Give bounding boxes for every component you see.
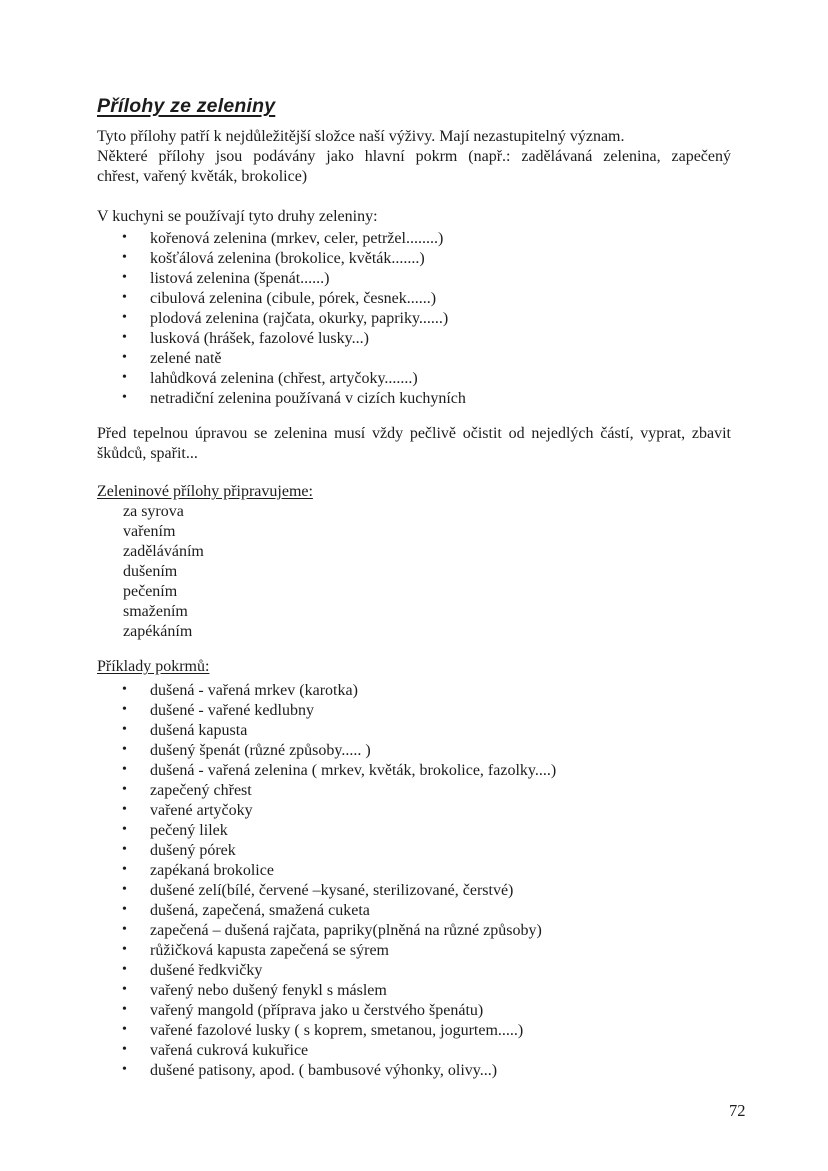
list-item	[97, 781, 731, 801]
list-item	[97, 721, 731, 741]
list-item-text: cibulová zelenina (cibule, pórek, česnek......)	[150, 290, 437, 307]
text-line: škůdců, spařit...	[97, 445, 198, 462]
list-item-text: dušený pórek	[150, 842, 236, 859]
text-line: Tyto přílohy patří k nejdůležitější složce naší výživy. Mají nezastupitelný význam.	[97, 128, 625, 145]
bullet-icon: •	[122, 390, 127, 405]
list-item	[97, 701, 731, 721]
page-number: 72	[729, 1101, 746, 1120]
list-item-text: dušená - vařená mrkev (karotka)	[150, 682, 358, 699]
list-item	[97, 389, 731, 409]
list-item-text: vařená cukrová kukuřice	[150, 1042, 309, 1059]
list-item	[97, 289, 731, 309]
list-item-text: vařené fazolové lusky ( s koprem, smetanou, jogurtem.....)	[150, 1022, 524, 1039]
list-item-text: dušené zelí(bílé, červené –kysané, sterilizované, čerstvé)	[150, 882, 514, 899]
bullet-icon: •	[122, 722, 127, 737]
bullet-icon: •	[122, 742, 127, 757]
text-line: Před tepelnou úpravou se zelenina musí vždy pečlivě očistit od nejedlých částí, vyprat, zbavit	[97, 425, 731, 442]
list-item	[97, 801, 731, 821]
preparation-heading: Zeleninové přílohy připravujeme:	[97, 483, 313, 500]
text-line: chřest, vařený květák, brokolice)	[97, 168, 308, 185]
list-item	[97, 369, 731, 389]
bullet-icon: •	[122, 962, 127, 977]
list-item-text: vařený nebo dušený fenykl s máslem	[150, 982, 387, 999]
bullet-icon: •	[122, 802, 127, 817]
list-item	[97, 269, 731, 289]
bullet-icon: •	[122, 290, 127, 305]
list-item	[97, 921, 731, 941]
list-item	[97, 901, 731, 921]
bullet-icon: •	[122, 270, 127, 285]
list-item-text: vařený mangold (příprava jako u čerstvého špenátu)	[150, 1002, 484, 1019]
list-item: zapékáním	[123, 623, 193, 640]
bullet-icon: •	[122, 250, 127, 265]
list-item	[97, 981, 731, 1001]
list-item	[97, 961, 731, 981]
list-item-text: zapékaná brokolice	[150, 862, 274, 879]
vegetable-types-list	[97, 229, 731, 409]
list-item	[97, 941, 731, 961]
list-item	[97, 1061, 731, 1081]
list-item	[97, 1001, 731, 1021]
bullet-icon: •	[122, 350, 127, 365]
bullet-icon: •	[122, 702, 127, 717]
list-item-text: dušený špenát (různé způsoby..... )	[150, 742, 371, 759]
bullet-icon: •	[122, 882, 127, 897]
page-content	[97, 95, 731, 1081]
bullet-icon: •	[122, 862, 127, 877]
bullet-icon: •	[122, 782, 127, 797]
list-item	[97, 681, 731, 701]
list-item-text: zapečená – dušená rajčata, papriky(plněná na různé způsoby)	[150, 922, 542, 939]
list-item-text: dušené patisony, apod. ( bambusové výhonky, olivy...)	[150, 1062, 498, 1079]
bullet-icon: •	[122, 310, 127, 325]
list-item	[97, 881, 731, 901]
list-item-text: košťálová zelenina (brokolice, květák.......)	[150, 250, 425, 267]
text-line: Některé přílohy jsou podávány jako hlavní pokrm (např.: zadělávaná zelenina, zapečený	[97, 148, 731, 165]
list-item: vařením	[123, 523, 176, 540]
list-item	[97, 309, 731, 329]
list-item-text: plodová zelenina (rajčata, okurky, papriky......)	[150, 310, 449, 327]
list-item-text: pečený lilek	[150, 822, 228, 839]
list-item	[97, 741, 731, 761]
bullet-icon: •	[122, 842, 127, 857]
bullet-icon: •	[122, 762, 127, 777]
examples-heading: Příklady pokrmů:	[97, 658, 210, 675]
list-item-text: lusková (hrášek, fazolové lusky...)	[150, 330, 369, 347]
bullet-icon: •	[122, 902, 127, 917]
list-item	[97, 1041, 731, 1061]
list-item-text: dušené ředkvičky	[150, 962, 263, 979]
list-item-text: zapečený chřest	[150, 782, 252, 799]
bullet-icon: •	[122, 370, 127, 385]
list-item-text: dušená, zapečená, smažená cuketa	[150, 902, 370, 919]
list-item: pečením	[123, 583, 178, 600]
list-item	[97, 861, 731, 881]
list-item-text: růžičková kapusta zapečená se sýrem	[150, 942, 389, 959]
list-item-text: vařené artyčoky	[150, 802, 253, 819]
bullet-icon: •	[122, 1022, 127, 1037]
list-item	[97, 841, 731, 861]
list-item	[97, 761, 731, 781]
intro-paragraph	[97, 127, 731, 187]
list-item	[97, 249, 731, 269]
bullet-icon: •	[122, 230, 127, 245]
list-item-text: netradiční zelenina používaná v cizích kuchyních	[150, 390, 466, 407]
list-item-text: dušené - vařené kedlubny	[150, 702, 314, 719]
list-item-text: dušená kapusta	[150, 722, 248, 739]
list-item-text: kořenová zelenina (mrkev, celer, petržel........)	[150, 230, 444, 247]
list-item: za syrova	[123, 503, 184, 520]
bullet-icon: •	[122, 1062, 127, 1077]
examples-list	[97, 681, 731, 1081]
vegetable-types-heading: V kuchyni se používají tyto druhy zeleniny:	[97, 208, 378, 225]
bullet-icon: •	[122, 822, 127, 837]
list-item	[97, 1021, 731, 1041]
list-item-text: dušená - vařená zelenina ( mrkev, květák, brokolice, fazolky....)	[150, 762, 557, 779]
list-item	[97, 821, 731, 841]
preparation-list	[123, 502, 731, 642]
list-item	[97, 329, 731, 349]
bullet-icon: •	[122, 942, 127, 957]
list-item-text: zelené natě	[150, 350, 222, 367]
list-item-text: lahůdková zelenina (chřest, artyčoky.......)	[150, 370, 418, 387]
list-item-text: listová zelenina (špenát......)	[150, 270, 330, 287]
page-title: Přílohy ze zeleniny	[97, 95, 276, 117]
list-item	[97, 229, 731, 249]
cleaning-paragraph	[97, 424, 731, 464]
list-item: dušením	[123, 563, 178, 580]
bullet-icon: •	[122, 330, 127, 345]
bullet-icon: •	[122, 1042, 127, 1057]
bullet-icon: •	[122, 1002, 127, 1017]
list-item: smažením	[123, 603, 188, 620]
list-item: zaděláváním	[123, 543, 204, 560]
bullet-icon: •	[122, 982, 127, 997]
bullet-icon: •	[122, 682, 127, 697]
bullet-icon: •	[122, 922, 127, 937]
list-item	[97, 349, 731, 369]
